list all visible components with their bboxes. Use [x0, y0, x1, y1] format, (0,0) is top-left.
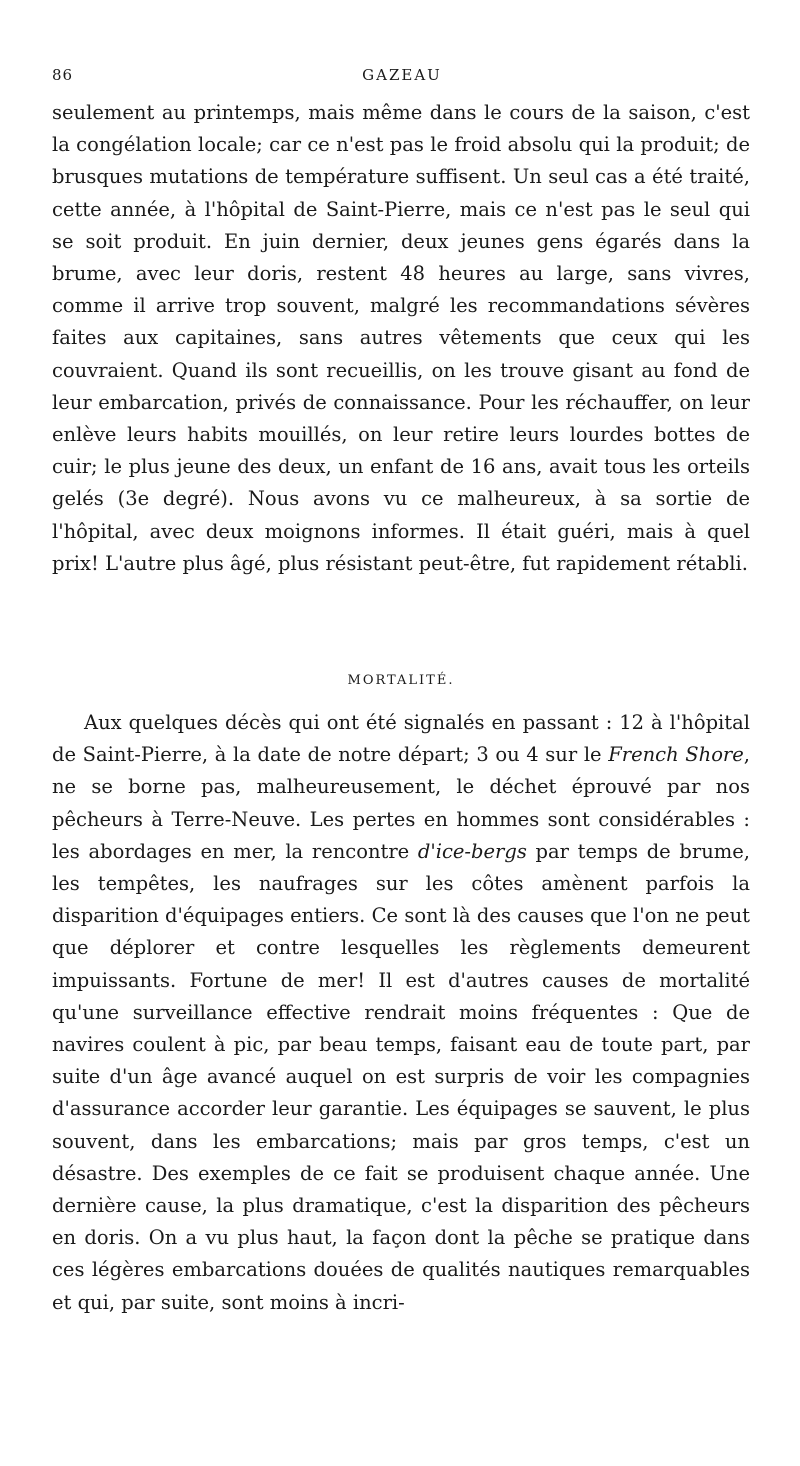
- paragraph-text: [52, 707, 750, 1319]
- text-run: Aux quelques décès qui ont été signalés en passant : 12 à l'hôpital de Saint-Pierre, à la date de notre départ; 3 ou 4 sur le: [52, 711, 750, 767]
- page-header: [52, 66, 752, 90]
- section-heading: MORTALITÉ.: [347, 673, 455, 688]
- text-run: par temps de brume, les tempêtes, les naufrages sur les côtes amènent parfois la disparition d'équipages entiers. Ce sont là des causes que l'on ne peut que déplorer et contre lesquelles les règlements demeurent impuissants. Fortune de mer! Il est d'autres causes de mortalité qu'une surveillance effective rendrait moins fréquentes : Que de navires coulent à pic, par beau temps, faisant eau de toute part, par suite d'un âge avancé auquel on est surpris de voir les compagnies d'assurance accorder leur garantie. Les équipages se sauvent, le plus souvent, dans les embarcations; mais par gros temps, c'est un désastre. Des exemples de ce fait se produisent chaque année. Une dernière cause, la plus dramatique, c'est la disparition des pêcheurs en doris. On a vu plus haut, la façon dont la pêche se pratique dans ces légères embarcations douées de qualités nautiques remarquables et qui, par suite, sont moins à incri-: [52, 839, 750, 1314]
- italic-term-french-shore: French Shore: [608, 743, 744, 767]
- page-number: 86: [52, 66, 74, 84]
- text-run: , ne se borne pas, malheureusement, le déchet éprouvé par nos pêcheurs à Terre-Neuve. Les pertes en hommes sont considérables : les abordages en mer, la rencontre: [52, 743, 750, 863]
- paragraph-mortality: [52, 707, 750, 1319]
- paragraph-continued: [52, 97, 750, 580]
- paragraph-text: seulement au printemps, mais même dans le cours de la saison, c'est la congélation locale; car ce n'est pas le froid absolu qui la produit; de brusques mutations de température suffisent. Un seul cas a été traité, cette année, à l'hôpital de Saint-Pierre, mais ce n'est pas le seul qui se soit produit. En juin dernier, deux jeunes gens égarés dans la brume, avec leur doris, restent 48 heures au large, sans vivres, comme il arrive trop souvent, malgré les recommandations sévères faites aux capitaines, sans autres vêtements que ceux qui les couvraient. Quand ils sont recueillis, on les trouve gisant au fond de leur embarcation, privés de connaissance. Pour les réchauffer, on leur enlève leurs habits mouillés, on leur retire leurs lourdes bottes de cuir; le plus jeune des deux, un enfant de 16 ans, avait tous les orteils gelés (3e degré). Nous avons vu ce malheureux, à sa sortie de l'hôpital, avec deux moignons informes. Il était guéri, mais à quel prix! L'autre plus âgé, plus résistant peut-être, fut rapidement rétabli.: [52, 101, 750, 575]
- italic-term-icebergs: d'ice-bergs: [417, 839, 527, 863]
- running-head: GAZEAU: [362, 66, 442, 84]
